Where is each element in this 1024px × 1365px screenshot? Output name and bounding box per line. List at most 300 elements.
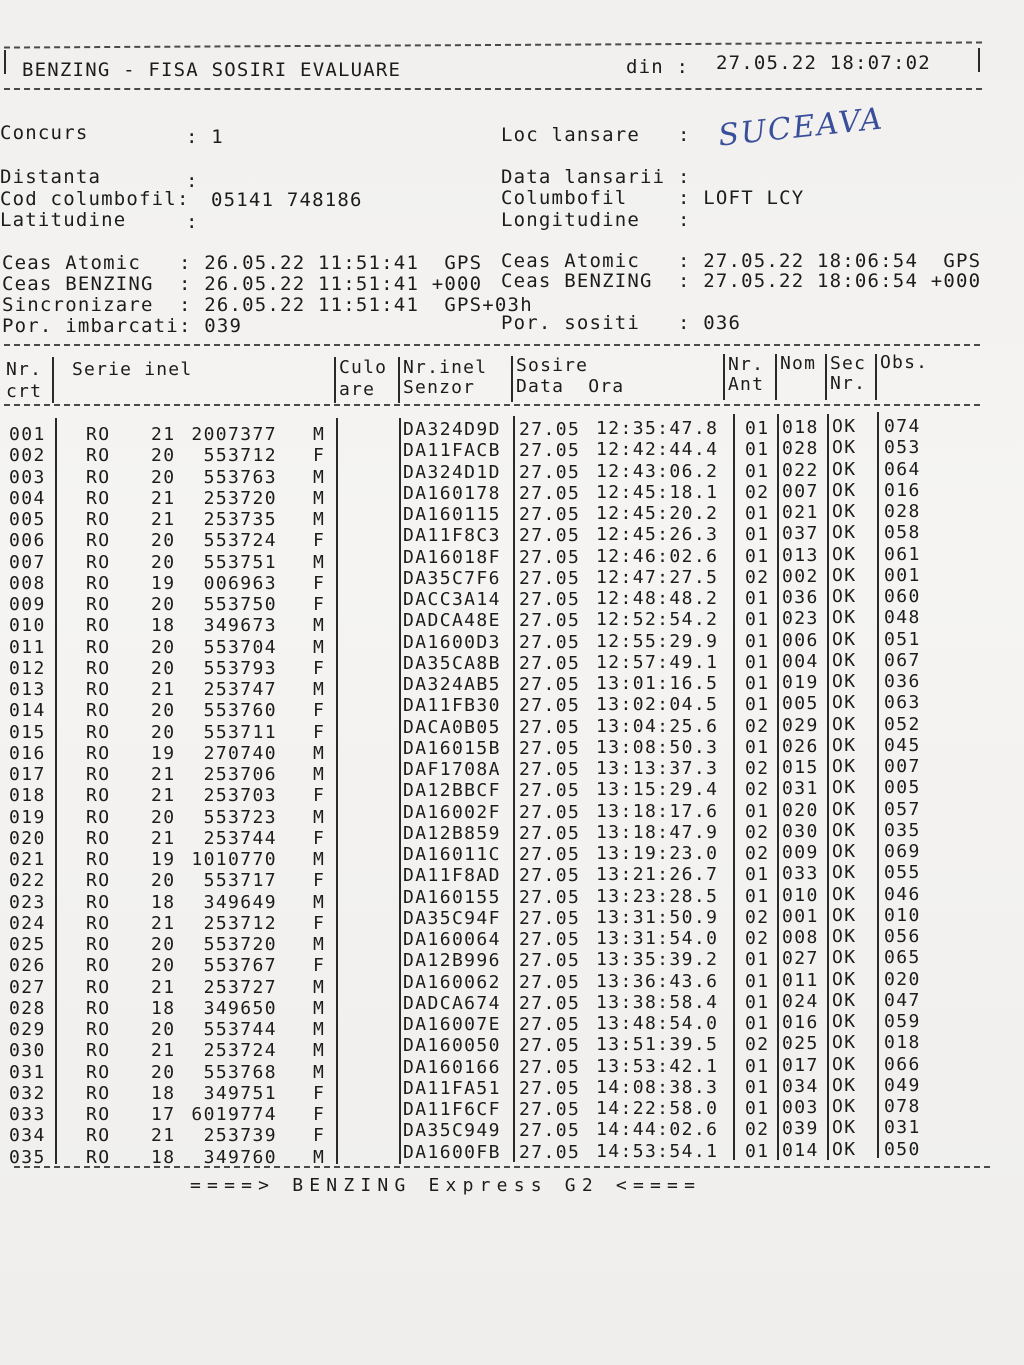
row-obs: 078 — [884, 1096, 921, 1117]
row-year: 19 — [151, 572, 176, 594]
row-obs: 067 — [884, 649, 921, 671]
cod-columbofil-value: 05141 748186 — [211, 189, 363, 211]
row-year: 17 — [151, 1104, 176, 1125]
row-time: 13:36:43.6 — [596, 970, 719, 992]
row-nom: 022 — [782, 459, 819, 481]
row-antenna: 01 — [745, 864, 770, 886]
row-sex: M — [313, 764, 326, 785]
row-sex: F — [313, 785, 326, 807]
row-sensor: DACC3A14 — [403, 589, 501, 610]
row-date: 27.05 — [519, 992, 581, 1014]
row-year: 20 — [151, 445, 176, 467]
row-nom: 009 — [782, 842, 819, 863]
row-sensor: DA12B859 — [403, 822, 501, 844]
row-nom: 018 — [782, 417, 819, 438]
row-nom: 008 — [782, 927, 819, 948]
row-country: RO — [86, 849, 111, 870]
row-year: 19 — [151, 742, 176, 764]
row-country: RO — [86, 487, 111, 509]
row-nr: 026 — [9, 955, 46, 977]
row-antenna: 01 — [745, 800, 770, 822]
row-sex: M — [313, 1146, 326, 1168]
col-divider — [334, 357, 336, 403]
row-sensor: DA35C949 — [403, 1120, 501, 1142]
row-nom: 011 — [782, 969, 819, 991]
row-sec: OK — [832, 819, 857, 841]
row-ring-number: 253747 — [203, 679, 277, 700]
table-row — [0, 734, 1024, 764]
row-date: 27.05 — [519, 440, 581, 462]
row-sec: OK — [832, 1032, 857, 1054]
row-country: RO — [86, 1104, 111, 1125]
row-sensor: DA160115 — [403, 504, 501, 525]
row-sex: M — [313, 615, 326, 637]
row-date: 27.05 — [519, 567, 581, 589]
row-sec: OK — [832, 883, 857, 905]
row-obs: 010 — [884, 904, 921, 926]
table-row — [0, 1053, 1024, 1083]
row-ring-number: 553763 — [203, 466, 277, 488]
row-sec: OK — [832, 458, 857, 480]
row-sec: OK — [832, 777, 857, 799]
row-date: 27.05 — [519, 759, 581, 780]
row-nr: 025 — [9, 934, 46, 955]
row-sensor: DADCA48E — [403, 610, 501, 632]
row-country: RO — [86, 679, 111, 700]
row-nr: 004 — [9, 487, 46, 509]
row-antenna: 01 — [745, 609, 770, 631]
row-obs: 065 — [884, 947, 921, 969]
row-nr: 011 — [9, 636, 46, 658]
row-time: 12:45:18.1 — [596, 481, 719, 503]
row-nom: 007 — [782, 480, 819, 502]
row-year: 20 — [151, 551, 176, 573]
row-sensor: DA16015B — [403, 737, 501, 759]
table-bottom-rule — [14, 1166, 990, 1168]
col-divider — [511, 356, 513, 402]
row-obs: 047 — [884, 989, 921, 1011]
row-sensor: DA160064 — [403, 929, 501, 950]
row-obs: 074 — [884, 416, 921, 437]
row-year: 20 — [151, 1019, 176, 1040]
row-antenna: 01 — [745, 503, 770, 524]
row-sensor: DA16007E — [403, 1014, 501, 1035]
row-time: 12:35:47.8 — [596, 418, 719, 439]
row-time: 12:52:54.2 — [596, 609, 719, 631]
row-ring-number: 2007377 — [191, 424, 277, 445]
row-time: 12:42:44.4 — [596, 439, 719, 461]
row-sex: M — [313, 742, 326, 764]
row-sensor: DA324D9D — [403, 419, 501, 440]
row-year: 20 — [151, 657, 176, 679]
row-sensor: DA16002F — [403, 801, 501, 823]
row-date: 27.05 — [519, 822, 581, 844]
row-date: 27.05 — [519, 844, 581, 865]
row-nom: 023 — [782, 608, 819, 630]
row-time: 13:23:28.5 — [596, 885, 719, 907]
table-row — [0, 1117, 1024, 1147]
row-sensor: DA160050 — [403, 1035, 501, 1057]
table-row — [0, 458, 1024, 488]
table-row — [0, 522, 1024, 552]
row-antenna: 01 — [745, 1098, 770, 1119]
row-year: 21 — [151, 509, 176, 530]
row-antenna: 01 — [745, 460, 770, 482]
row-ring-number: 553711 — [203, 721, 277, 743]
row-antenna: 01 — [745, 1055, 770, 1077]
row-nr: 007 — [9, 551, 46, 573]
row-nr: 017 — [9, 764, 46, 785]
row-date: 27.05 — [519, 695, 581, 717]
row-antenna: 01 — [745, 1076, 770, 1098]
row-sec: OK — [832, 564, 857, 586]
row-nr: 015 — [9, 721, 46, 743]
table-row — [0, 926, 1024, 955]
row-year: 18 — [151, 1146, 176, 1168]
table-row — [0, 586, 1024, 615]
row-sec: OK — [832, 437, 857, 459]
row-sex: M — [313, 934, 326, 955]
row-time: 13:53:42.1 — [596, 1055, 719, 1077]
row-sensor: DA35CA8B — [403, 652, 501, 674]
longitudine-value: : — [678, 209, 691, 231]
row-time: 14:53:54.1 — [596, 1140, 719, 1162]
table-row — [0, 862, 1024, 892]
row-time: 13:21:26.7 — [596, 864, 719, 886]
porumbei-sositi: Por. sositi : 036 — [501, 312, 742, 334]
row-year: 20 — [151, 870, 176, 892]
cod-columbofil-label: Cod columbofil: — [0, 188, 190, 210]
row-antenna: 01 — [745, 630, 770, 652]
row-date: 27.05 — [519, 1077, 581, 1099]
row-ring-number: 253744 — [203, 827, 277, 849]
table-row — [0, 819, 1024, 849]
row-nr: 013 — [9, 679, 46, 700]
table-row — [0, 841, 1024, 870]
row-country: RO — [86, 636, 111, 658]
row-country: RO — [86, 934, 111, 955]
table-row — [0, 543, 1024, 573]
row-sec: OK — [832, 713, 857, 735]
row-obs: 059 — [884, 1011, 921, 1032]
row-sec: OK — [832, 841, 857, 862]
row-time: 13:51:39.5 — [596, 1034, 719, 1056]
row-year: 21 — [151, 764, 176, 785]
row-obs: 016 — [884, 479, 921, 501]
row-obs: 061 — [884, 543, 921, 565]
concurs-value: : 1 — [186, 126, 224, 148]
row-sec: OK — [832, 628, 857, 650]
row-sec: OK — [832, 1096, 857, 1117]
distanta-value: : — [186, 170, 199, 192]
row-ring-number: 253735 — [203, 509, 277, 530]
row-nr: 008 — [9, 572, 46, 594]
row-time: 12:48:48.2 — [596, 588, 719, 609]
col-sec-header-2: Nr. — [830, 373, 867, 394]
table-row — [0, 437, 1024, 467]
row-sensor: DA11FB30 — [403, 695, 501, 717]
row-year: 18 — [151, 891, 176, 913]
porumbei-imbarcati: Por. imbarcati: 039 — [2, 315, 243, 337]
row-time: 13:18:17.6 — [596, 800, 719, 822]
row-nr: 001 — [9, 424, 46, 445]
row-sex: M — [313, 1061, 326, 1083]
col-sosire-header: Sosire — [516, 355, 589, 376]
row-country: RO — [86, 572, 111, 594]
row-date: 27.05 — [519, 907, 581, 929]
longitudine-label: Longitudine — [501, 209, 641, 231]
row-nom: 027 — [782, 948, 819, 970]
row-obs: 035 — [884, 819, 921, 841]
row-ring-number: 553723 — [203, 806, 277, 828]
row-country: RO — [86, 742, 111, 764]
row-sex: M — [313, 466, 326, 488]
row-country: RO — [86, 594, 111, 615]
concurs-label: Concurs — [0, 122, 89, 144]
data-lansarii-label: Data lansarii : — [501, 166, 691, 188]
row-nom: 019 — [782, 672, 819, 693]
row-year: 20 — [151, 466, 176, 488]
row-country: RO — [86, 955, 111, 977]
row-date: 27.05 — [519, 525, 581, 547]
row-antenna: 02 — [745, 481, 770, 503]
row-ring-number: 553717 — [203, 870, 277, 892]
row-nr: 034 — [9, 1125, 46, 1147]
table-header-rule — [4, 404, 980, 406]
row-country: RO — [86, 721, 111, 743]
row-nom: 013 — [782, 544, 819, 566]
row-sex: M — [313, 976, 326, 998]
row-country: RO — [86, 466, 111, 488]
row-year: 21 — [151, 424, 176, 445]
row-year: 18 — [151, 997, 176, 1019]
row-year: 20 — [151, 806, 176, 828]
row-date: 27.05 — [519, 610, 581, 632]
col-divider — [825, 354, 827, 400]
row-year: 21 — [151, 976, 176, 998]
row-sensor: DACA0B05 — [403, 716, 501, 738]
row-date: 27.05 — [519, 546, 581, 568]
row-obs: 063 — [884, 692, 921, 714]
row-sec: OK — [832, 926, 857, 947]
row-year: 20 — [151, 530, 176, 552]
table-row — [0, 692, 1024, 722]
row-nr: 018 — [9, 785, 46, 807]
row-country: RO — [86, 1146, 111, 1168]
row-date: 27.05 — [519, 929, 581, 950]
row-obs: 001 — [884, 564, 921, 586]
row-antenna: 02 — [745, 821, 770, 843]
col-nrinel-header: Nr.inel — [403, 357, 488, 378]
row-nom: 024 — [782, 990, 819, 1012]
print-date-label: din : — [626, 56, 690, 78]
table-row — [0, 1138, 1024, 1168]
row-nr: 021 — [9, 849, 46, 870]
row-sensor: DA11FA51 — [403, 1077, 501, 1099]
loc-lansare-label: Loc lansare — [501, 124, 641, 146]
row-sec: OK — [832, 904, 857, 926]
row-obs: 053 — [884, 437, 921, 459]
row-sex: M — [313, 997, 326, 1019]
table-row — [0, 416, 1024, 445]
row-nom: 031 — [782, 778, 819, 800]
row-obs: 055 — [884, 862, 921, 884]
row-sensor: DA11F8C3 — [403, 525, 501, 547]
table-row — [0, 564, 1024, 594]
row-obs: 049 — [884, 1074, 921, 1096]
row-sec: OK — [832, 416, 857, 437]
table-row — [0, 501, 1024, 530]
row-time: 13:31:54.0 — [596, 928, 719, 949]
row-year: 20 — [151, 934, 176, 955]
row-year: 20 — [151, 594, 176, 615]
latitudine-label: Latitudine — [0, 209, 127, 231]
row-country: RO — [86, 891, 111, 913]
row-sex: M — [313, 679, 326, 700]
row-obs: 020 — [884, 968, 921, 990]
row-country: RO — [86, 997, 111, 1019]
row-nom: 005 — [782, 693, 819, 715]
row-date: 27.05 — [519, 419, 581, 440]
row-year: 20 — [151, 1061, 176, 1083]
row-sex: M — [313, 636, 326, 658]
row-sex: M — [313, 424, 326, 445]
row-date: 27.05 — [519, 589, 581, 610]
table-row — [0, 798, 1024, 828]
table-row — [0, 671, 1024, 700]
row-antenna: 02 — [745, 906, 770, 928]
col-sec-header: Sec — [830, 353, 867, 374]
row-country: RO — [86, 509, 111, 530]
col-nr-header: Nr. — [6, 359, 43, 380]
row-ring-number: 553793 — [203, 657, 277, 679]
row-sex: F — [313, 1082, 326, 1104]
row-sensor: DA1600D3 — [403, 631, 501, 653]
row-nom: 034 — [782, 1075, 819, 1097]
table-row — [0, 904, 1024, 934]
row-nom: 036 — [782, 587, 819, 608]
row-year: 21 — [151, 679, 176, 700]
row-nom: 030 — [782, 820, 819, 842]
row-year: 19 — [151, 849, 176, 870]
row-date: 27.05 — [519, 652, 581, 674]
row-sensor: DA12BBCF — [403, 780, 501, 802]
table-row — [0, 947, 1024, 977]
row-antenna: 02 — [745, 566, 770, 588]
row-time: 14:22:58.0 — [596, 1098, 719, 1119]
row-antenna: 01 — [745, 439, 770, 461]
row-sec: OK — [832, 586, 857, 607]
table-row — [0, 1074, 1024, 1104]
row-sensor: DA1600FB — [403, 1141, 501, 1163]
col-nrinel-header-2: Senzor — [403, 377, 476, 398]
row-ring-number: 553768 — [203, 1061, 277, 1083]
row-antenna: 01 — [745, 1013, 770, 1034]
row-country: RO — [86, 912, 111, 934]
row-ring-number: 349650 — [203, 997, 277, 1019]
row-nom: 001 — [782, 905, 819, 927]
row-date: 27.05 — [519, 1056, 581, 1078]
col-culoare-header-2: are — [339, 379, 376, 400]
row-date: 27.05 — [519, 1099, 581, 1120]
row-obs: 028 — [884, 501, 921, 522]
row-time: 13:35:39.2 — [596, 949, 719, 971]
row-year: 20 — [151, 721, 176, 743]
ceas-atomic-end: Ceas Atomic : 27.05.22 18:06:54 GPS — [501, 250, 982, 272]
table-row — [0, 628, 1024, 658]
row-antenna: 01 — [745, 545, 770, 567]
row-sex: F — [313, 912, 326, 934]
row-ring-number: 253727 — [203, 976, 277, 998]
row-year: 20 — [151, 636, 176, 658]
row-sensor: DA35C7F6 — [403, 567, 501, 589]
ceas-benzing-end: Ceas BENZING : 27.05.22 18:06:54 +000 — [501, 270, 982, 292]
row-date: 27.05 — [519, 950, 581, 972]
row-nr: 003 — [9, 466, 46, 488]
row-nr: 022 — [9, 870, 46, 892]
row-sec: OK — [832, 692, 857, 714]
row-sex: F — [313, 1104, 326, 1125]
row-antenna: 02 — [745, 843, 770, 864]
row-nr: 016 — [9, 742, 46, 764]
loc-lansare-colon: : — [678, 124, 691, 146]
row-sec: OK — [832, 671, 857, 692]
row-sex: F — [313, 721, 326, 743]
col-sosire-header-2: Data Ora — [516, 376, 625, 397]
row-ring-number: 253720 — [203, 487, 277, 509]
col-ant-header-2: Ant — [728, 374, 765, 395]
row-sec: OK — [832, 947, 857, 969]
row-sec: OK — [832, 501, 857, 522]
row-date: 27.05 — [519, 1035, 581, 1057]
header-bottom-rule — [4, 88, 982, 90]
row-sex: M — [313, 551, 326, 573]
col-divider — [723, 354, 725, 400]
row-nom: 033 — [782, 863, 819, 885]
row-sec: OK — [832, 1011, 857, 1032]
row-time: 13:02:04.5 — [596, 694, 719, 716]
row-antenna: 01 — [745, 736, 770, 758]
row-nr: 032 — [9, 1082, 46, 1104]
row-nr: 012 — [9, 657, 46, 679]
row-nr: 027 — [9, 976, 46, 998]
row-nom: 037 — [782, 523, 819, 545]
row-country: RO — [86, 424, 111, 445]
row-nom: 014 — [782, 1139, 819, 1161]
row-ring-number: 349760 — [203, 1146, 277, 1168]
row-country: RO — [86, 764, 111, 785]
row-obs: 031 — [884, 1117, 921, 1139]
row-date: 27.05 — [519, 504, 581, 525]
row-antenna: 02 — [745, 758, 770, 779]
row-ring-number: 349751 — [203, 1082, 277, 1104]
row-sex: F — [313, 1125, 326, 1147]
row-sex: F — [313, 572, 326, 594]
row-sec: OK — [832, 734, 857, 756]
row-time: 14:44:02.6 — [596, 1119, 719, 1141]
table-row — [0, 713, 1024, 743]
row-sensor: DADCA674 — [403, 992, 501, 1014]
row-date: 27.05 — [519, 801, 581, 823]
row-time: 13:19:23.0 — [596, 843, 719, 864]
ceas-atomic-start: Ceas Atomic : 26.05.22 11:51:41 GPS — [2, 252, 483, 274]
table-row — [0, 777, 1024, 807]
row-nom: 029 — [782, 714, 819, 736]
row-obs: 058 — [884, 522, 921, 544]
row-ring-number: 006963 — [203, 572, 277, 594]
row-time: 13:18:47.9 — [596, 821, 719, 843]
row-nom: 025 — [782, 1033, 819, 1055]
